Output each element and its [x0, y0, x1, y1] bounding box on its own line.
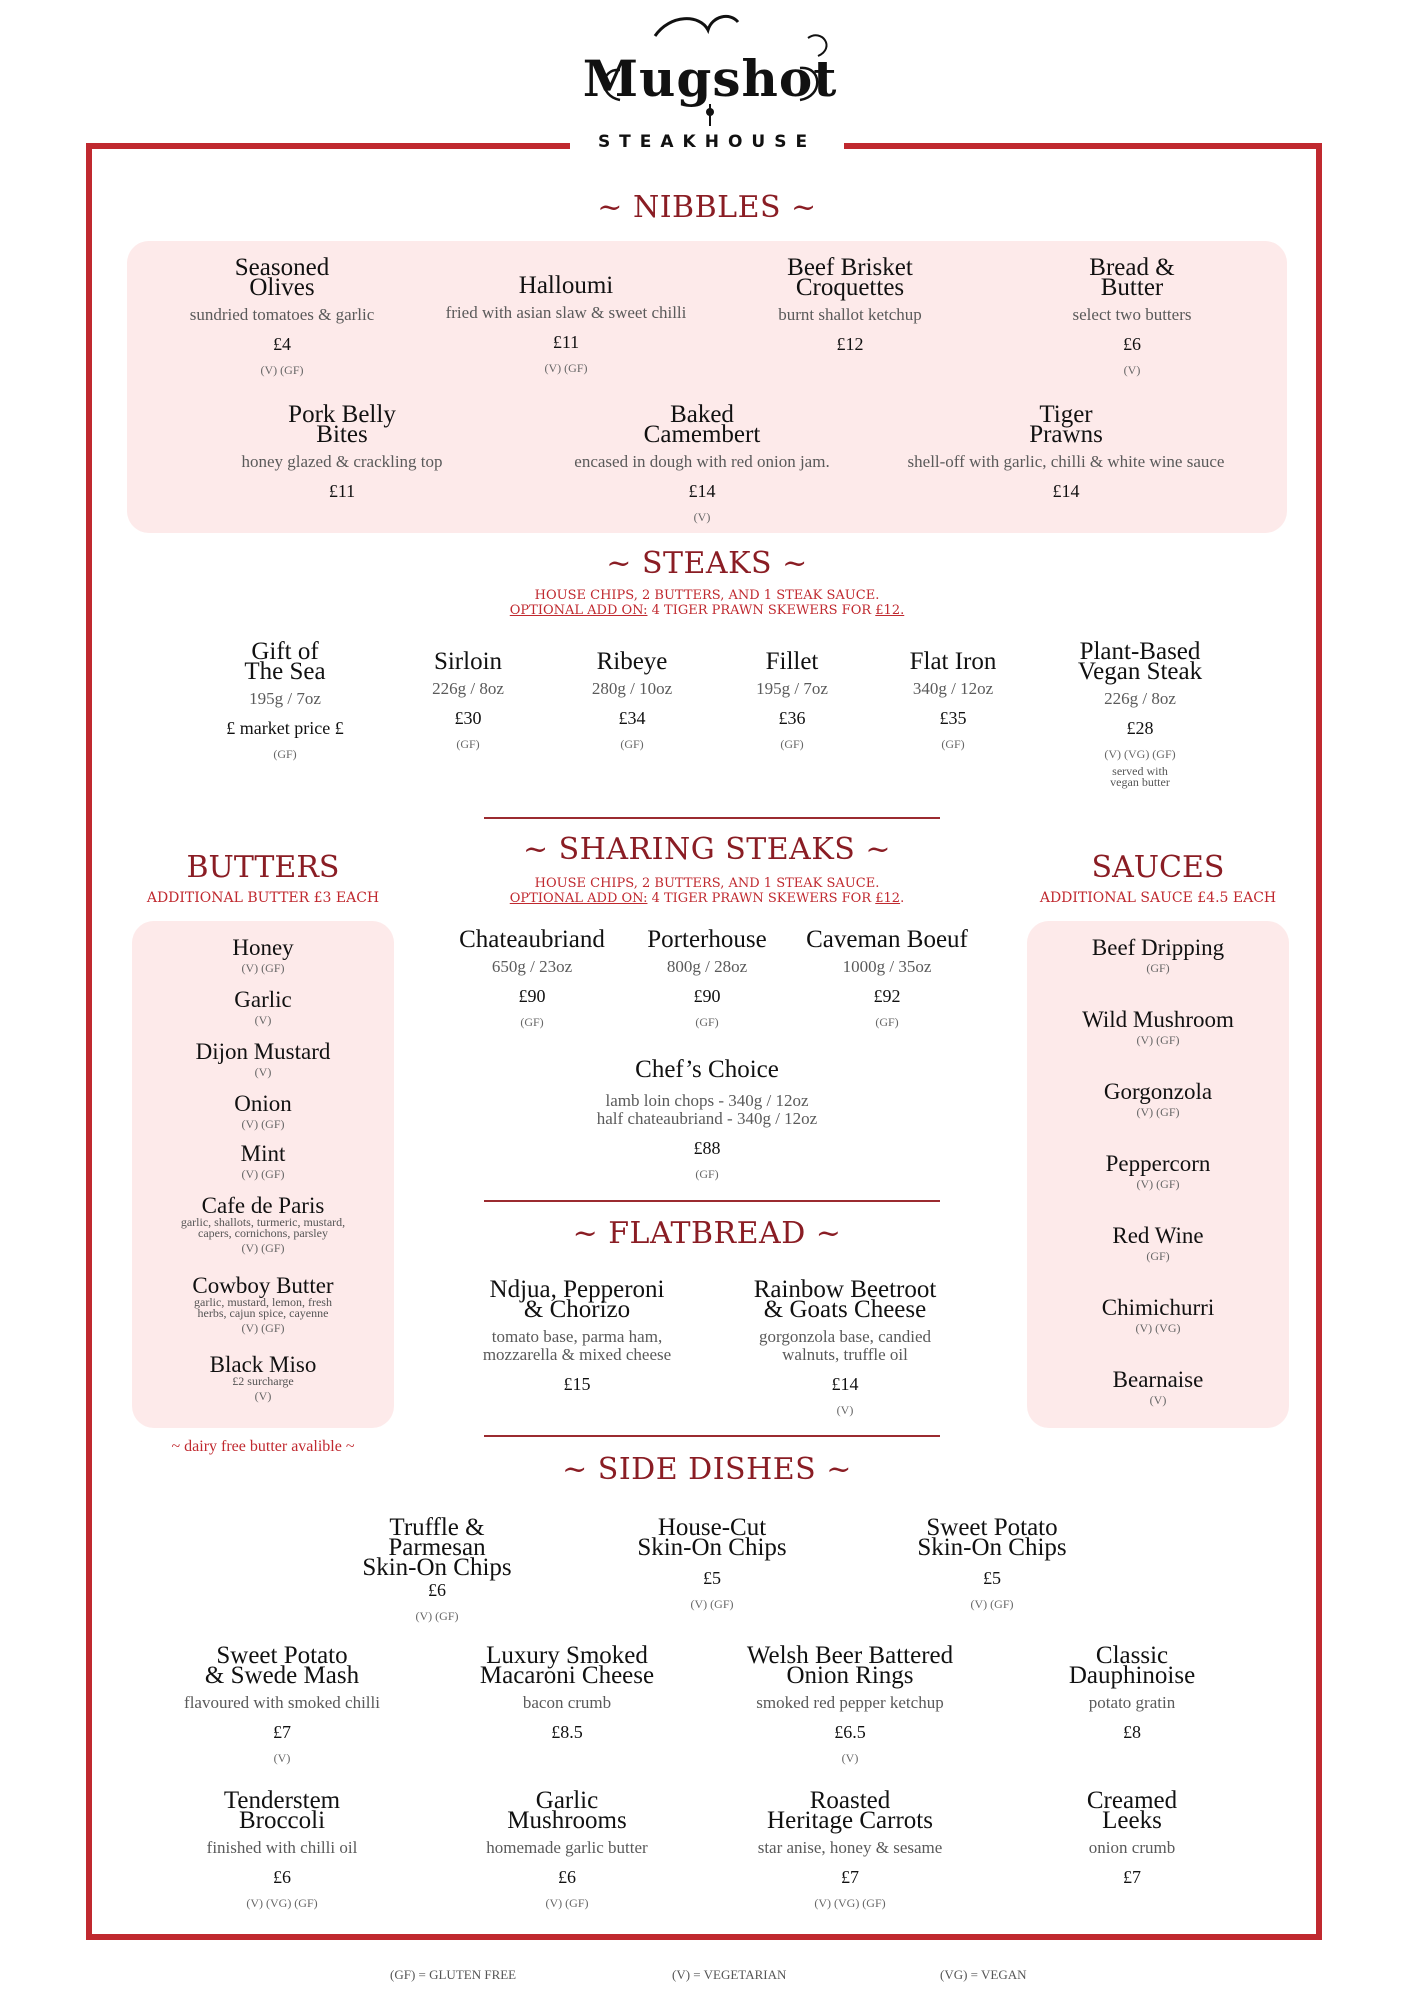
- optional-price: £12.: [875, 603, 905, 618]
- item-name: Garlic Mushrooms: [507, 1787, 627, 1834]
- item-price: £ market price £: [226, 718, 344, 738]
- side-item: [1022, 1642, 1242, 1751]
- side-item: [1022, 1787, 1242, 1896]
- item-tags: (GF): [520, 1015, 544, 1029]
- nibble-item: [162, 254, 402, 378]
- item-price: £12: [836, 334, 864, 354]
- item-tags: (V): [273, 1751, 291, 1765]
- item-name: Beef Brisket Croquettes: [787, 254, 913, 301]
- sauces-note: ADDITIONAL SAUCE £4.5 EACH: [1039, 890, 1277, 906]
- butter-name: Cafe de Paris: [201, 1193, 325, 1218]
- item-name: Truffle & Parmesan Skin-On Chips: [362, 1514, 512, 1581]
- item-weight: 650g / 23oz: [491, 957, 573, 976]
- steaks-note: [357, 588, 1057, 618]
- item-name: House-Cut Skin-On Chips: [637, 1514, 787, 1561]
- brand-subtitle: STEAKHOUSE: [597, 132, 817, 152]
- item-name: Porterhouse: [647, 926, 767, 953]
- item-price: £6: [273, 1867, 291, 1887]
- item-desc: burnt shallot ketchup: [778, 305, 922, 324]
- item-price: £36: [778, 708, 806, 728]
- legend-vg: (VG) = VEGAN: [940, 1967, 1027, 1982]
- sauce-item: [1027, 1297, 1289, 1336]
- optional-price: £12: [875, 891, 901, 906]
- item-desc: shell-off with garlic, chilli & white wine sauce: [907, 452, 1225, 471]
- item-tags: (V) (GF): [260, 363, 304, 377]
- item-price: £6: [1123, 334, 1141, 354]
- butter-item: [132, 1143, 394, 1182]
- item-price: £5: [983, 1568, 1001, 1588]
- optional-end: .: [900, 891, 905, 906]
- nibble-item: [542, 401, 862, 525]
- sharing-note-line2: [407, 891, 1007, 906]
- item-tags: (GF): [620, 737, 644, 751]
- nibble-item: [1012, 254, 1252, 378]
- item-tags: (V) (GF): [545, 1896, 589, 1910]
- item-name: Roasted Heritage Carrots: [767, 1787, 933, 1834]
- item-price: £7: [273, 1722, 291, 1742]
- sauce-item: [1027, 1225, 1289, 1264]
- item-tags: (V) (GF): [415, 1609, 459, 1623]
- item-price: £8.5: [551, 1722, 583, 1742]
- divider-rule: [484, 1200, 940, 1202]
- sharing-note-line1: HOUSE CHIPS, 2 BUTTERS, AND 1 STEAK SAUCE.: [534, 876, 880, 891]
- steak-item: [393, 648, 543, 752]
- butter-tags: (V) (GF): [241, 1167, 285, 1181]
- steaks-title: ~ STEAKS ~: [606, 546, 808, 581]
- sauce-tags: (V) (GF): [1136, 1033, 1180, 1047]
- item-tags: (V): [693, 510, 711, 524]
- item-price: £30: [454, 708, 482, 728]
- item-name: Caveman Boeuf: [806, 926, 968, 953]
- item-desc: fried with asian slaw & sweet chilli: [445, 303, 687, 322]
- optional-label: OPTIONAL ADD ON:: [509, 891, 648, 906]
- item-price: £7: [1123, 1867, 1141, 1887]
- item-desc: flavoured with smoked chilli: [184, 1693, 380, 1712]
- item-name: Ndjua, Pepperoni & Chorizo: [489, 1276, 665, 1323]
- nibble-item: [426, 272, 706, 376]
- item-price: £6.5: [834, 1722, 866, 1742]
- side-item: [712, 1642, 988, 1766]
- item-desc: homemade garlic butter: [486, 1838, 648, 1857]
- item-name: Sirloin: [433, 648, 503, 675]
- item-name: Halloumi: [518, 272, 614, 299]
- item-desc: encased in dough with red onion jam.: [574, 452, 830, 471]
- item-tags: (V) (GF): [544, 361, 588, 375]
- side-item: [447, 1787, 687, 1911]
- item-price: £28: [1126, 718, 1154, 738]
- butter-item: [132, 937, 394, 976]
- item-tags: (V): [836, 1403, 854, 1417]
- steak-item: [717, 648, 867, 752]
- logo-wordmark: Mugshot: [582, 49, 838, 108]
- item-price: £4: [273, 334, 291, 354]
- butters-list: [132, 921, 394, 1428]
- steaks-note-line2: [357, 603, 1057, 618]
- item-tags: (GF): [273, 747, 297, 761]
- chef-line-1: lamb loin chops - 340g / 12oz: [605, 1091, 809, 1110]
- item-name: Ribeye: [596, 648, 668, 675]
- item-price: £88: [693, 1138, 721, 1158]
- sauce-name: Chimichurri: [1101, 1295, 1215, 1320]
- flatbread-title: ~ FLATBREAD ~: [572, 1216, 842, 1251]
- divider-rule: [484, 817, 940, 819]
- sharing-item: [622, 926, 792, 1030]
- item-tags: (GF): [695, 1015, 719, 1029]
- item-desc: honey glazed & crackling top: [241, 452, 443, 471]
- item-name: Gift of The Sea: [244, 638, 326, 685]
- item-name: Baked Camembert: [643, 401, 761, 448]
- sauce-tags: (GF): [1146, 961, 1170, 975]
- item-name: Seasoned Olives: [234, 254, 330, 301]
- item-tags: (V) (GF): [690, 1597, 734, 1611]
- item-name: Sweet Potato & Swede Mash: [204, 1642, 360, 1689]
- item-tags: (V) (VG) (GF): [1104, 747, 1176, 761]
- sauce-item: [1027, 1009, 1289, 1048]
- item-weight: 340g / 12oz: [912, 679, 994, 698]
- sauce-item: [1027, 1081, 1289, 1120]
- sauce-name: Beef Dripping: [1091, 935, 1225, 960]
- item-tags: (GF): [780, 737, 804, 751]
- item-tags: (GF): [875, 1015, 899, 1029]
- butter-desc: garlic, shallots, turmeric, mustard, capers, cornichons, parsley: [180, 1215, 346, 1240]
- optional-text: 4 TIGER PRAWN SKEWERS FOR: [647, 891, 876, 906]
- butter-name: Honey: [232, 935, 294, 960]
- butter-item: [132, 989, 394, 1028]
- sauce-name: Bearnaise: [1112, 1367, 1204, 1392]
- side-item: [882, 1514, 1102, 1612]
- item-price: £90: [518, 986, 546, 1006]
- side-item: [722, 1787, 978, 1911]
- item-name: Bread & Butter: [1089, 254, 1175, 301]
- butter-name: Garlic: [234, 987, 292, 1012]
- item-name: Sweet Potato Skin-On Chips: [917, 1514, 1067, 1561]
- item-tags: (GF): [456, 737, 480, 751]
- item-price: £6: [558, 1867, 576, 1887]
- item-price: £14: [831, 1374, 859, 1394]
- item-desc: bacon crumb: [522, 1693, 612, 1712]
- item-tags: (V): [1123, 363, 1141, 377]
- sauce-tags: (V) (GF): [1136, 1105, 1180, 1119]
- butter-desc: garlic, mustard, lemon, fresh herbs, cajun spice, cayenne: [194, 1295, 332, 1320]
- item-tags: (GF): [941, 737, 965, 751]
- item-price: £35: [939, 708, 967, 728]
- butter-tags: (V) (GF): [241, 1321, 285, 1335]
- steak-item: [878, 648, 1028, 752]
- item-weight: 195g / 7oz: [249, 689, 321, 708]
- steak-item: [1050, 638, 1230, 789]
- item-price: £5: [703, 1568, 721, 1588]
- sauce-name: Wild Mushroom: [1082, 1007, 1234, 1032]
- item-weight: 280g / 10oz: [591, 679, 673, 698]
- sauce-name: Gorgonzola: [1103, 1079, 1213, 1104]
- butter-name: Mint: [240, 1141, 286, 1166]
- item-weight: 1000g / 35oz: [842, 957, 932, 976]
- item-name: Tenderstem Broccoli: [223, 1787, 341, 1834]
- item-name: Luxury Smoked Macaroni Cheese: [479, 1642, 655, 1689]
- item-price: £7: [841, 1867, 859, 1887]
- sauce-item: [1027, 1369, 1289, 1408]
- chef-line-2: half chateaubriand - 340g / 12oz: [596, 1109, 818, 1128]
- butter-name: Dijon Mustard: [195, 1039, 331, 1064]
- item-price: £90: [693, 986, 721, 1006]
- butter-name: Cowboy Butter: [192, 1273, 334, 1298]
- butter-tags: (V) (GF): [241, 961, 285, 975]
- item-price: £8: [1123, 1722, 1141, 1742]
- item-name: Classic Dauphinoise: [1068, 1642, 1196, 1689]
- butter-tags: (V) (GF): [241, 1241, 285, 1255]
- butter-tags: (V) (GF): [241, 1117, 285, 1131]
- sauce-tags: (V) (GF): [1136, 1177, 1180, 1191]
- nibble-item: [886, 401, 1246, 510]
- sharing-note: [407, 876, 1007, 906]
- side-item: [327, 1514, 547, 1624]
- item-tags: (V) (VG) (GF): [814, 1896, 886, 1910]
- optional-label: OPTIONAL ADD ON:: [509, 603, 648, 618]
- item-desc: select two butters: [1072, 305, 1192, 324]
- item-name: Plant-Based Vegan Steak: [1077, 638, 1203, 685]
- butter-item: [132, 1041, 394, 1080]
- item-name: Chateaubriand: [459, 926, 605, 953]
- nibbles-title: ~ NIBBLES ~: [597, 190, 817, 225]
- divider-rule: [484, 1435, 940, 1437]
- legend-v: (V) = VEGETARIAN: [672, 1967, 787, 1982]
- sauces-list: [1027, 921, 1289, 1428]
- butter-item: [132, 1093, 394, 1132]
- item-extra: served with vegan butter: [1110, 764, 1170, 789]
- butter-desc: £2 surcharge: [232, 1374, 294, 1388]
- item-name: Flat Iron: [909, 648, 997, 675]
- dairy-free-note: ~ dairy free butter avalible ~: [171, 1438, 355, 1455]
- item-tags: (GF): [695, 1167, 719, 1181]
- butter-item: [132, 1354, 394, 1404]
- sauce-tags: (V) (VG): [1135, 1321, 1181, 1335]
- steaks-note-line1: HOUSE CHIPS, 2 BUTTERS, AND 1 STEAK SAUCE.: [534, 588, 880, 603]
- sharing-item: [442, 926, 622, 1030]
- logo-wordmark-graphic: [560, 8, 860, 128]
- butter-item: [132, 1195, 394, 1256]
- steak-item: [557, 648, 707, 752]
- butter-tags: (V): [254, 1013, 272, 1027]
- item-weight: 800g / 28oz: [666, 957, 748, 976]
- side-item: [442, 1642, 692, 1751]
- butters-title: BUTTERS: [186, 850, 340, 885]
- item-name: Rainbow Beetroot & Goats Cheese: [753, 1276, 937, 1323]
- item-desc: star anise, honey & sesame: [757, 1838, 943, 1857]
- sauce-tags: (V): [1149, 1393, 1167, 1407]
- legend-gf: (GF) = GLUTEN FREE: [390, 1967, 517, 1982]
- item-desc: potato gratin: [1088, 1693, 1176, 1712]
- item-desc: finished with chilli oil: [206, 1838, 358, 1857]
- sides-title: ~ SIDE DISHES ~: [562, 1452, 852, 1487]
- item-desc: gorgonzola base, candied walnuts, truffle oil: [759, 1327, 931, 1364]
- chefs-choice-item: [557, 1056, 857, 1182]
- item-name: Chef’s Choice: [635, 1056, 779, 1083]
- sauce-name: Peppercorn: [1105, 1151, 1211, 1176]
- item-weight: 195g / 7oz: [756, 679, 828, 698]
- item-name: Fillet: [765, 648, 819, 675]
- item-weight: 226g / 8oz: [1104, 689, 1176, 708]
- side-item: [152, 1642, 412, 1766]
- butters-note: ADDITIONAL BUTTER £3 EACH: [146, 890, 380, 906]
- item-name: Tiger Prawns: [1029, 401, 1103, 448]
- item-price: £34: [618, 708, 646, 728]
- item-desc: tomato base, parma ham, mozzarella & mixed cheese: [482, 1327, 672, 1364]
- optional-text: 4 TIGER PRAWN SKEWERS FOR: [647, 603, 876, 618]
- item-desc: onion crumb: [1088, 1838, 1176, 1857]
- item-weight: 226g / 8oz: [432, 679, 504, 698]
- sauce-item: [1027, 937, 1289, 976]
- item-tags: (V) (GF): [970, 1597, 1014, 1611]
- item-price: £14: [688, 481, 716, 501]
- item-price: £14: [1052, 481, 1080, 501]
- side-item: [602, 1514, 822, 1612]
- item-price: £11: [328, 481, 356, 501]
- sauce-name: Red Wine: [1112, 1223, 1204, 1248]
- item-price: £11: [552, 332, 580, 352]
- butter-name: Black Miso: [209, 1352, 317, 1377]
- sauce-item: [1027, 1153, 1289, 1192]
- item-desc: smoked red pepper ketchup: [756, 1693, 944, 1712]
- item-tags: (V): [841, 1751, 859, 1765]
- item-name: Creamed Leeks: [1086, 1787, 1178, 1834]
- nibble-item: [202, 401, 482, 510]
- steak-item: [200, 638, 370, 762]
- butter-name: Onion: [234, 1091, 292, 1116]
- item-price: £92: [873, 986, 901, 1006]
- sauces-title: SAUCES: [1091, 850, 1225, 885]
- sharing-item: [792, 926, 982, 1030]
- flatbread-item: [720, 1276, 970, 1418]
- butter-item: [132, 1275, 394, 1336]
- butter-tags: (V): [254, 1065, 272, 1079]
- side-item: [167, 1787, 397, 1911]
- butter-tags: (V): [254, 1389, 272, 1403]
- sauce-tags: (GF): [1146, 1249, 1170, 1263]
- item-tags: (V) (VG) (GF): [246, 1896, 318, 1910]
- item-price: £6: [428, 1580, 446, 1600]
- item-desc: sundried tomatoes & garlic: [189, 305, 375, 324]
- sharing-title: ~ SHARING STEAKS ~: [522, 832, 891, 867]
- nibble-item: [730, 254, 970, 363]
- item-name: Welsh Beer Battered Onion Rings: [746, 1642, 954, 1689]
- item-name: Pork Belly Bites: [288, 401, 396, 448]
- item-price: £15: [563, 1374, 591, 1394]
- flatbread-item: [452, 1276, 702, 1403]
